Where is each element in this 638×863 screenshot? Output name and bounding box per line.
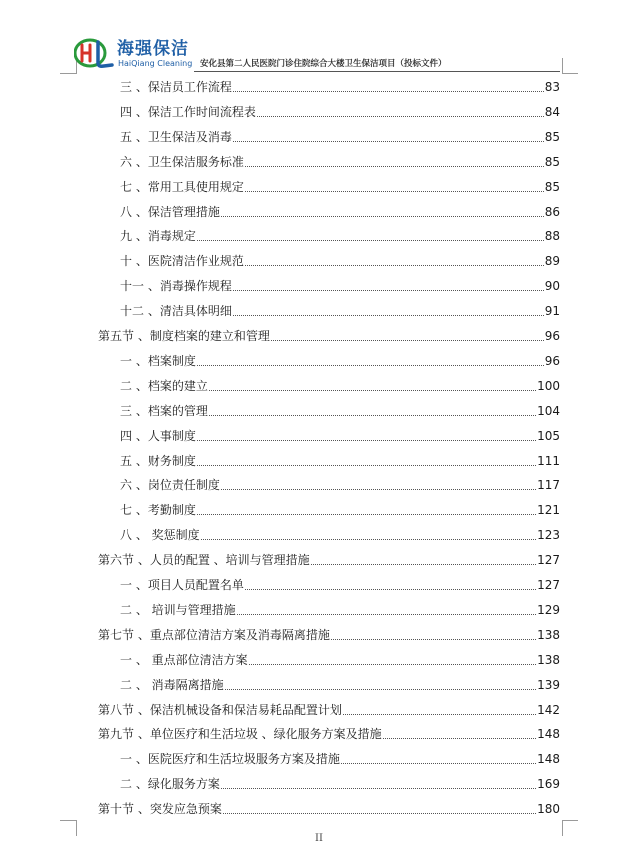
toc-entry-title: 十 、医院清洁作业规范: [120, 254, 244, 269]
toc-subsection-entry[interactable]: [0, 477, 638, 493]
toc-subsection-entry[interactable]: [0, 502, 638, 518]
toc-subsection-entry[interactable]: [0, 428, 638, 444]
toc-entry-title: 三 、档案的管理: [120, 403, 208, 418]
toc-entry-page-number: 90: [544, 279, 560, 294]
toc-section-entry[interactable]: [0, 726, 638, 742]
toc-entry-title: 二 、绿化服务方案: [120, 777, 220, 792]
toc-entry-title: 一 、档案制度: [120, 353, 196, 368]
toc-entry-title: 七 、考勤制度: [120, 503, 196, 518]
toc-subsection-entry[interactable]: [0, 353, 638, 369]
toc-entry-page-number: 148: [537, 752, 560, 767]
toc-entry-title: 一 、医院医疗和生活垃圾服务方案及措施: [120, 752, 340, 767]
toc-subsection-entry[interactable]: [0, 228, 638, 244]
toc-entry-page-number: 100: [537, 378, 560, 393]
toc-entry-page-number: 96: [544, 329, 560, 343]
toc-entry-page-number: 142: [537, 702, 560, 717]
toc-entry-title: 五 、财务制度: [120, 453, 196, 468]
toc-entry-title: 八 、保洁管理措施: [120, 204, 220, 219]
toc-entry-page-number: 129: [537, 602, 560, 617]
toc-entry-page-number: 123: [537, 528, 560, 543]
toc-entry-page-number: 180: [537, 802, 560, 817]
toc-entry-page-number: 104: [537, 403, 560, 418]
toc-subsection-entry[interactable]: [0, 751, 638, 767]
toc-entry-title: 第六节 、人员的配置 、培训与管理措施: [98, 553, 310, 568]
toc-subsection-entry[interactable]: [0, 652, 638, 668]
toc-entry-title: 第九节 、单位医疗和生活垃圾 、绿化服务方案及措施: [98, 727, 382, 742]
toc-entry-page-number: 85: [544, 129, 560, 144]
toc-entry-title: 第十节 、突发应急预案: [98, 802, 222, 817]
toc-section-entry[interactable]: [0, 627, 638, 643]
toc-entry-page-number: 96: [544, 353, 560, 368]
toc-subsection-entry[interactable]: [0, 154, 638, 170]
toc-entry-title: 八 、 奖惩制度: [120, 528, 200, 543]
toc-entry-title: 二 、 培训与管理措施: [120, 602, 236, 617]
toc-subsection-entry[interactable]: [0, 253, 638, 269]
toc-entry-title: 四 、人事制度: [120, 428, 196, 443]
toc-entry-page-number: 117: [537, 478, 560, 493]
toc-subsection-entry[interactable]: [0, 602, 638, 618]
toc-entry-page-number: 84: [544, 104, 560, 119]
toc-entry-title: 一 、项目人员配置名单: [120, 578, 244, 592]
toc-entry-title: 七 、常用工具使用规定: [120, 179, 244, 194]
toc-entry-page-number: 85: [544, 179, 560, 194]
toc-entry-page-number: 127: [537, 578, 560, 592]
toc-entry-page-number: 105: [537, 428, 560, 443]
toc-subsection-entry[interactable]: [0, 278, 638, 294]
toc-entry-title: 三 、保洁员工作流程: [120, 80, 232, 94]
page-number: II: [315, 833, 323, 844]
toc-subsection-entry[interactable]: [0, 577, 638, 593]
toc-section-entry[interactable]: [0, 801, 638, 817]
toc-entry-title: 十二 、清洁具体明细: [120, 304, 232, 319]
toc-entry-page-number: 91: [544, 304, 560, 319]
toc-entry-page-number: 111: [537, 453, 560, 468]
document-title: 安化县第二人民医院门诊住院综合大楼卫生保洁项目（投标文件）: [200, 59, 447, 69]
toc-entry-page-number: 88: [544, 229, 560, 244]
toc-entry-title: 第七节 、重点部位清洁方案及消毒隔离措施: [98, 627, 330, 642]
toc-section-entry[interactable]: [0, 552, 638, 568]
toc-section-entry[interactable]: [0, 328, 638, 344]
toc-entry-page-number: 148: [537, 727, 560, 742]
toc-entry-page-number: 169: [537, 777, 560, 792]
toc-subsection-entry[interactable]: [0, 129, 638, 145]
toc-section-entry[interactable]: [0, 702, 638, 718]
toc-entry-title: 九 、消毒规定: [120, 229, 196, 244]
toc-entry-page-number: 85: [544, 154, 560, 169]
toc-subsection-entry[interactable]: [0, 453, 638, 469]
toc-entry-title: 六 、岗位责任制度: [120, 478, 220, 493]
toc-entry-page-number: 138: [537, 652, 560, 667]
toc-entry-title: 二 、 消毒隔离措施: [120, 677, 224, 692]
toc-subsection-entry[interactable]: [0, 179, 638, 195]
toc-subsection-entry[interactable]: [0, 527, 638, 543]
toc-entry-title: 六 、卫生保洁服务标准: [120, 154, 244, 169]
brand-name: 海强保洁: [117, 39, 189, 59]
toc-entry-title: 第八节 、保洁机械设备和保洁易耗品配置计划: [98, 702, 342, 717]
toc-entry-page-number: 127: [537, 553, 560, 568]
toc-subsection-entry[interactable]: [0, 204, 638, 220]
toc-subsection-entry[interactable]: [0, 303, 638, 319]
toc-entry-title: 一 、 重点部位清洁方案: [120, 652, 248, 667]
toc-entry-page-number: 139: [537, 677, 560, 692]
toc-subsection-entry[interactable]: [0, 776, 638, 792]
toc-subsection-entry[interactable]: [0, 378, 638, 394]
toc-entry-page-number: 86: [544, 204, 560, 219]
toc-entry-title: 四 、保洁工作时间流程表: [120, 104, 256, 119]
toc-entry-title: 二 、档案的建立: [120, 378, 208, 393]
toc-entry-page-number: 83: [544, 80, 560, 94]
toc-entry-page-number: 138: [537, 627, 560, 642]
toc-entry-page-number: 121: [537, 503, 560, 518]
toc-subsection-entry[interactable]: [0, 104, 638, 120]
toc-entry-title: 十一 、消毒操作规程: [120, 279, 232, 294]
toc-subsection-entry[interactable]: [0, 677, 638, 693]
toc-subsection-entry[interactable]: [0, 403, 638, 419]
toc-entry-page-number: 89: [544, 254, 560, 269]
toc-entry-title: 五 、卫生保洁及消毒: [120, 129, 232, 144]
brand-subtitle: HaiQiang Cleaning: [118, 59, 193, 68]
toc-entry-title: 第五节 、制度档案的建立和管理: [98, 329, 270, 343]
toc-subsection-entry[interactable]: [0, 79, 638, 95]
